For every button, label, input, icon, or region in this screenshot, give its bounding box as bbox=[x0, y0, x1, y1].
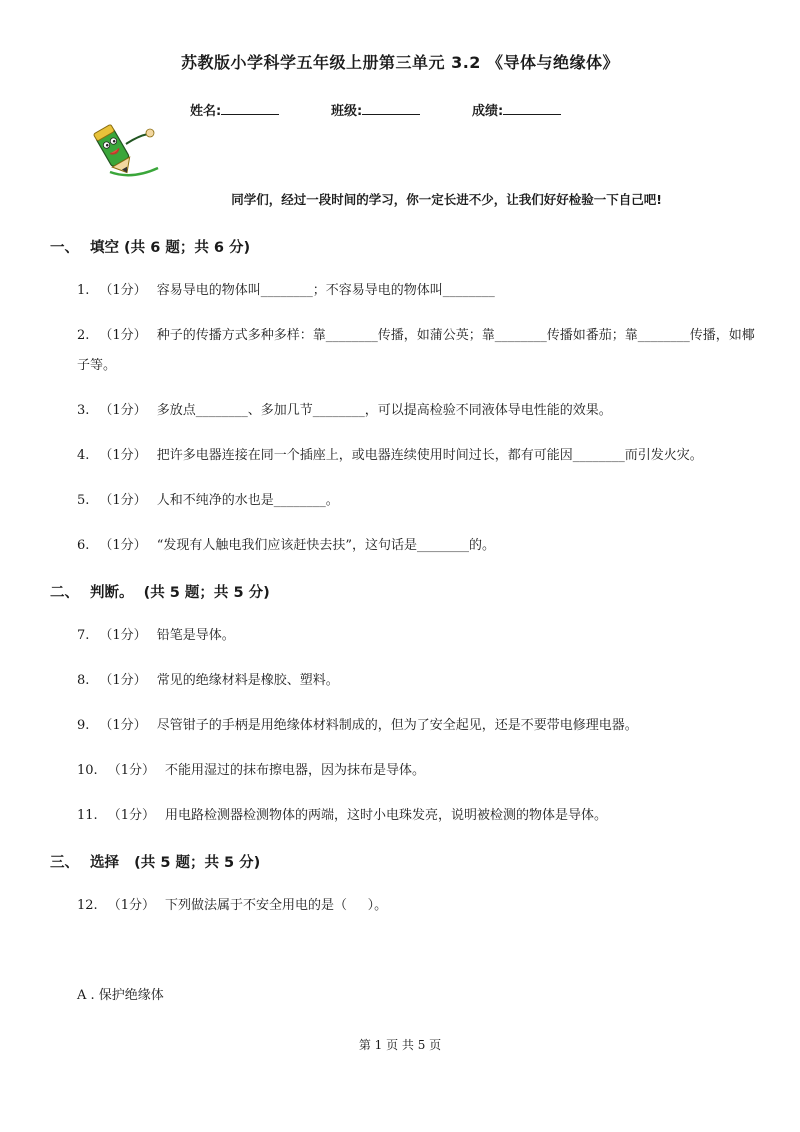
name-blank[interactable] bbox=[221, 102, 279, 115]
question-number: 6. bbox=[77, 538, 90, 553]
question-text: 种子的传播方式多种多样：靠________传播，如蒲公英；靠________传播如番茄；靠________传播，如椰子等。 bbox=[77, 328, 755, 373]
question-number: 1. bbox=[77, 283, 90, 298]
question-score: （1分） bbox=[107, 763, 155, 778]
question-8 bbox=[77, 666, 757, 696]
question-4 bbox=[77, 441, 757, 471]
question-number: 3. bbox=[77, 403, 90, 418]
section-title: 判断。 (共 5 题；共 5 分) bbox=[90, 585, 270, 601]
question-number: 7. bbox=[77, 628, 90, 643]
question-score: （1分） bbox=[99, 448, 147, 463]
question-score: （1分） bbox=[99, 718, 147, 733]
name-field bbox=[190, 100, 279, 119]
question-9 bbox=[77, 711, 757, 741]
question-number: 8. bbox=[77, 673, 90, 688]
question-text: 把许多电器连接在同一个插座上，或电器连续使用时间过长，都有可能因________而引发火灾。 bbox=[156, 448, 703, 463]
question-text: 常见的绝缘材料是橡胶、塑料。 bbox=[156, 673, 339, 688]
question-text: 用电路检测器检测物体的两端，这时小电珠发亮，说明被检测的物体是导体。 bbox=[164, 808, 607, 823]
class-label: 班级: bbox=[331, 104, 363, 119]
question-number: 5. bbox=[77, 493, 90, 508]
option-a[interactable]: A . 保护绝缘体 bbox=[77, 988, 164, 1003]
question-text: 尽管钳子的手柄是用绝缘体材料制成的，但为了安全起见，还是不要带电修理电器。 bbox=[156, 718, 638, 733]
question-score: （1分） bbox=[99, 283, 147, 298]
question-12 bbox=[77, 891, 757, 921]
section-number: 三、 bbox=[50, 855, 79, 871]
question-number: 9. bbox=[77, 718, 90, 733]
question-number: 4. bbox=[77, 448, 90, 463]
section-number: 一、 bbox=[50, 240, 79, 256]
pencil-mascot-icon bbox=[92, 124, 162, 180]
question-text: 下列做法属于不安全用电的是（ ）。 bbox=[164, 898, 388, 913]
section-multiple-choice bbox=[50, 851, 260, 872]
name-label: 姓名: bbox=[190, 104, 222, 119]
intro-text: 同学们，经过一段时间的学习，你一定长进不少，让我们好好检验一下自己吧! bbox=[231, 192, 662, 207]
class-field bbox=[331, 100, 420, 119]
question-text: 多放点________、多加几节________，可以提高检验不同液体导电性能的效果。 bbox=[156, 403, 612, 418]
section-title: 选择 (共 5 题；共 5 分) bbox=[90, 855, 261, 871]
score-label: 成绩: bbox=[472, 104, 504, 119]
question-score: （1分） bbox=[99, 673, 147, 688]
question-1 bbox=[77, 276, 757, 306]
class-blank[interactable] bbox=[362, 102, 420, 115]
section-fill-blank bbox=[50, 236, 250, 257]
question-text: 人和不纯净的水也是________。 bbox=[156, 493, 339, 508]
page-title: 苏教版小学科学五年级上册第三单元 3.2 《导体与绝缘体》 bbox=[181, 53, 619, 72]
question-10 bbox=[77, 756, 757, 786]
section-title: 填空 (共 6 题；共 6 分) bbox=[90, 240, 251, 256]
question-5 bbox=[77, 486, 757, 516]
question-6 bbox=[77, 531, 757, 561]
question-3 bbox=[77, 396, 757, 426]
question-score: （1分） bbox=[99, 328, 147, 343]
question-score: （1分） bbox=[107, 808, 155, 823]
section-number: 二、 bbox=[50, 585, 79, 601]
question-score: （1分） bbox=[99, 493, 147, 508]
section-true-false bbox=[50, 581, 270, 602]
score-field bbox=[472, 100, 561, 119]
question-number: 10. bbox=[77, 763, 98, 778]
score-blank[interactable] bbox=[503, 102, 561, 115]
question-text: “发现有人触电我们应该赶快去扶”，这句话是________的。 bbox=[156, 538, 495, 553]
question-text: 铅笔是导体。 bbox=[156, 628, 235, 643]
question-2 bbox=[77, 321, 757, 381]
question-number: 12. bbox=[77, 898, 98, 913]
question-score: （1分） bbox=[99, 403, 147, 418]
question-number: 2. bbox=[77, 328, 90, 343]
question-7 bbox=[77, 621, 757, 651]
question-11 bbox=[77, 801, 757, 831]
question-score: （1分） bbox=[107, 898, 155, 913]
page-footer: 第 1 页 共 5 页 bbox=[358, 1038, 442, 1052]
question-score: （1分） bbox=[99, 538, 147, 553]
question-text: 不能用湿过的抹布擦电器，因为抹布是导体。 bbox=[164, 763, 425, 778]
question-number: 11. bbox=[77, 808, 98, 823]
question-score: （1分） bbox=[99, 628, 147, 643]
question-text: 容易导电的物体叫________；不容易导电的物体叫________ bbox=[156, 283, 495, 298]
